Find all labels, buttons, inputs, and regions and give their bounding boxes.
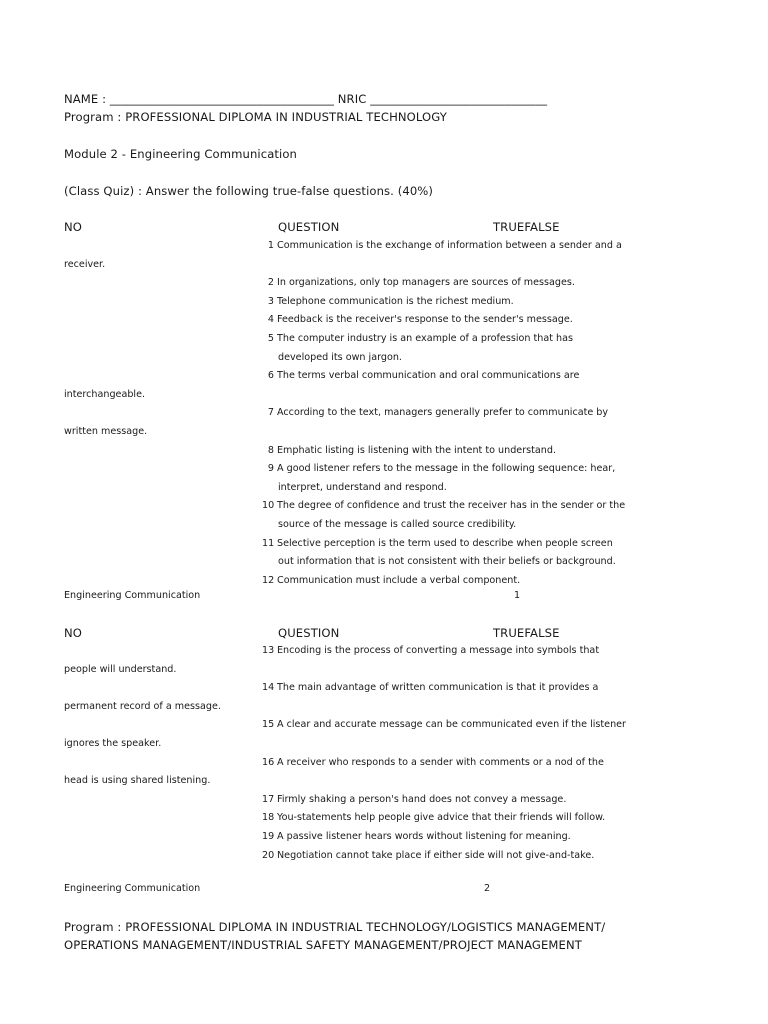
- question-number: 9: [267, 463, 274, 475]
- question-text: Communication must include a verbal component.: [277, 574, 521, 586]
- question-row: [262, 850, 594, 861]
- question-row: [262, 719, 626, 730]
- question-text: Emphatic listing is listening with the intent to understand.: [277, 444, 556, 456]
- question-text: The computer industry is an example of a profession that has: [277, 333, 573, 344]
- question-row: [262, 794, 566, 805]
- question-row: [262, 333, 573, 344]
- question-text: According to the text, managers generally prefer to communicate by: [277, 407, 609, 419]
- question-text: Feedback is the receiver's response to the sender's message.: [277, 314, 573, 326]
- question-text: The main advantage of written communication is that it provides a: [277, 682, 599, 694]
- program-line: Program : PROFESSIONAL DIPLOMA IN INDUSTRIAL TECHNOLOGY: [64, 110, 447, 124]
- question-text: The terms verbal communication and oral communications are: [277, 370, 580, 382]
- question-number: 14: [262, 682, 275, 694]
- question-number: 2: [267, 277, 274, 289]
- question-wrap-line: ignores the speaker.: [64, 738, 162, 749]
- question-text: Telephone communication is the richest medium.: [277, 295, 514, 307]
- question-number: 15: [262, 719, 275, 731]
- column-header-question-page2: QUESTION: [278, 626, 340, 640]
- question-number: 12: [262, 574, 275, 586]
- question-row: [262, 645, 599, 656]
- question-wrap-line: receiver.: [64, 258, 106, 270]
- question-text: Selective perception is the term used to describe when people screen: [277, 537, 613, 549]
- question-wrap-line: permanent record of a message.: [64, 700, 221, 712]
- page-number-2: 2: [484, 883, 491, 894]
- question-text: Communication is the exchange of information between a sender and a: [277, 240, 622, 251]
- question-wrap-line: head is using shared listening.: [64, 775, 211, 787]
- column-header-no-page2: NO: [64, 626, 82, 640]
- question-continuation: source of the message is called source credibility.: [278, 519, 517, 530]
- question-number: 3: [267, 295, 274, 307]
- question-continuation: out information that is not consistent with their beliefs or background.: [278, 556, 616, 568]
- question-row: [262, 296, 514, 307]
- question-text: A receiver who responds to a sender with comments or a nod of the: [277, 756, 604, 768]
- question-row: [262, 682, 598, 693]
- program-line-page3-1: Program : PROFESSIONAL DIPLOMA IN INDUSTRIAL TECHNOLOGY/LOGISTICS MANAGEMENT/: [64, 920, 606, 934]
- question-text: Firmly shaking a person's hand does not convey a message.: [277, 793, 567, 805]
- question-number: 17: [262, 793, 275, 805]
- module-line: Module 2 - Engineering Communication: [64, 147, 298, 161]
- question-wrap-line: people will understand.: [64, 663, 177, 675]
- question-text: A good listener refers to the message in the following sequence: hear,: [277, 463, 616, 475]
- question-number: 4: [267, 314, 274, 326]
- question-number: 5: [267, 333, 274, 344]
- question-row: [262, 240, 622, 251]
- question-text: A passive listener hears words without listening for meaning.: [277, 831, 571, 842]
- question-wrap-line: interchangeable.: [64, 388, 146, 400]
- question-number: 8: [267, 444, 274, 456]
- question-text: Encoding is the process of converting a message into symbols that: [277, 645, 600, 656]
- instructions: (Class Quiz) : Answer the following true-false questions. (40%): [64, 184, 434, 198]
- question-row: [262, 277, 575, 288]
- page-number-1: 1: [514, 590, 521, 601]
- question-continuation: interpret, understand and respond.: [278, 481, 447, 493]
- question-number: 6: [267, 370, 274, 382]
- question-text: The degree of confidence and trust the receiver has in the sender or the: [277, 500, 626, 512]
- question-row: [262, 463, 615, 474]
- question-row: [262, 445, 556, 456]
- question-wrap-line: written message.: [64, 426, 148, 437]
- question-number: 10: [262, 500, 275, 512]
- question-row: [262, 575, 520, 586]
- column-header-truefalse-page2: TRUEFALSE: [493, 626, 560, 640]
- question-text: In organizations, only top managers are sources of messages.: [277, 277, 575, 289]
- question-text: Negotiation cannot take place if either side will not give-and-take.: [277, 849, 595, 861]
- question-number: 16: [262, 756, 275, 768]
- column-header-truefalse: TRUEFALSE: [493, 220, 560, 234]
- name-nric-line: NAME : ______________________________________ NRIC ______________________________: [64, 92, 548, 106]
- column-header-question: QUESTION: [278, 220, 340, 234]
- footer-title-page1: Engineering Communication: [64, 590, 201, 601]
- question-number: 11: [262, 537, 275, 549]
- program-line-page3-2: OPERATIONS MANAGEMENT/INDUSTRIAL SAFETY MANAGEMENT/PROJECT MANAGEMENT: [64, 938, 582, 952]
- question-row: [262, 812, 605, 823]
- question-number: 13: [262, 645, 275, 656]
- question-number: 20: [262, 849, 275, 861]
- question-number: 19: [262, 831, 275, 842]
- question-continuation: developed its own jargon.: [278, 351, 402, 363]
- question-row: [262, 500, 625, 511]
- question-row: [262, 757, 604, 768]
- question-row: [262, 407, 608, 418]
- question-number: 18: [262, 812, 275, 824]
- column-header-no: NO: [64, 220, 82, 234]
- question-row: [262, 314, 573, 325]
- question-number: 7: [267, 407, 274, 419]
- question-row: [262, 370, 579, 381]
- question-text: A clear and accurate message can be communicated even if the listener: [277, 719, 627, 731]
- question-number: 1: [267, 240, 274, 251]
- question-row: [262, 538, 613, 549]
- question-text: You-statements help people give advice that their friends will follow.: [277, 812, 606, 824]
- footer-title-page2: Engineering Communication: [64, 883, 201, 894]
- question-row: [262, 831, 571, 842]
